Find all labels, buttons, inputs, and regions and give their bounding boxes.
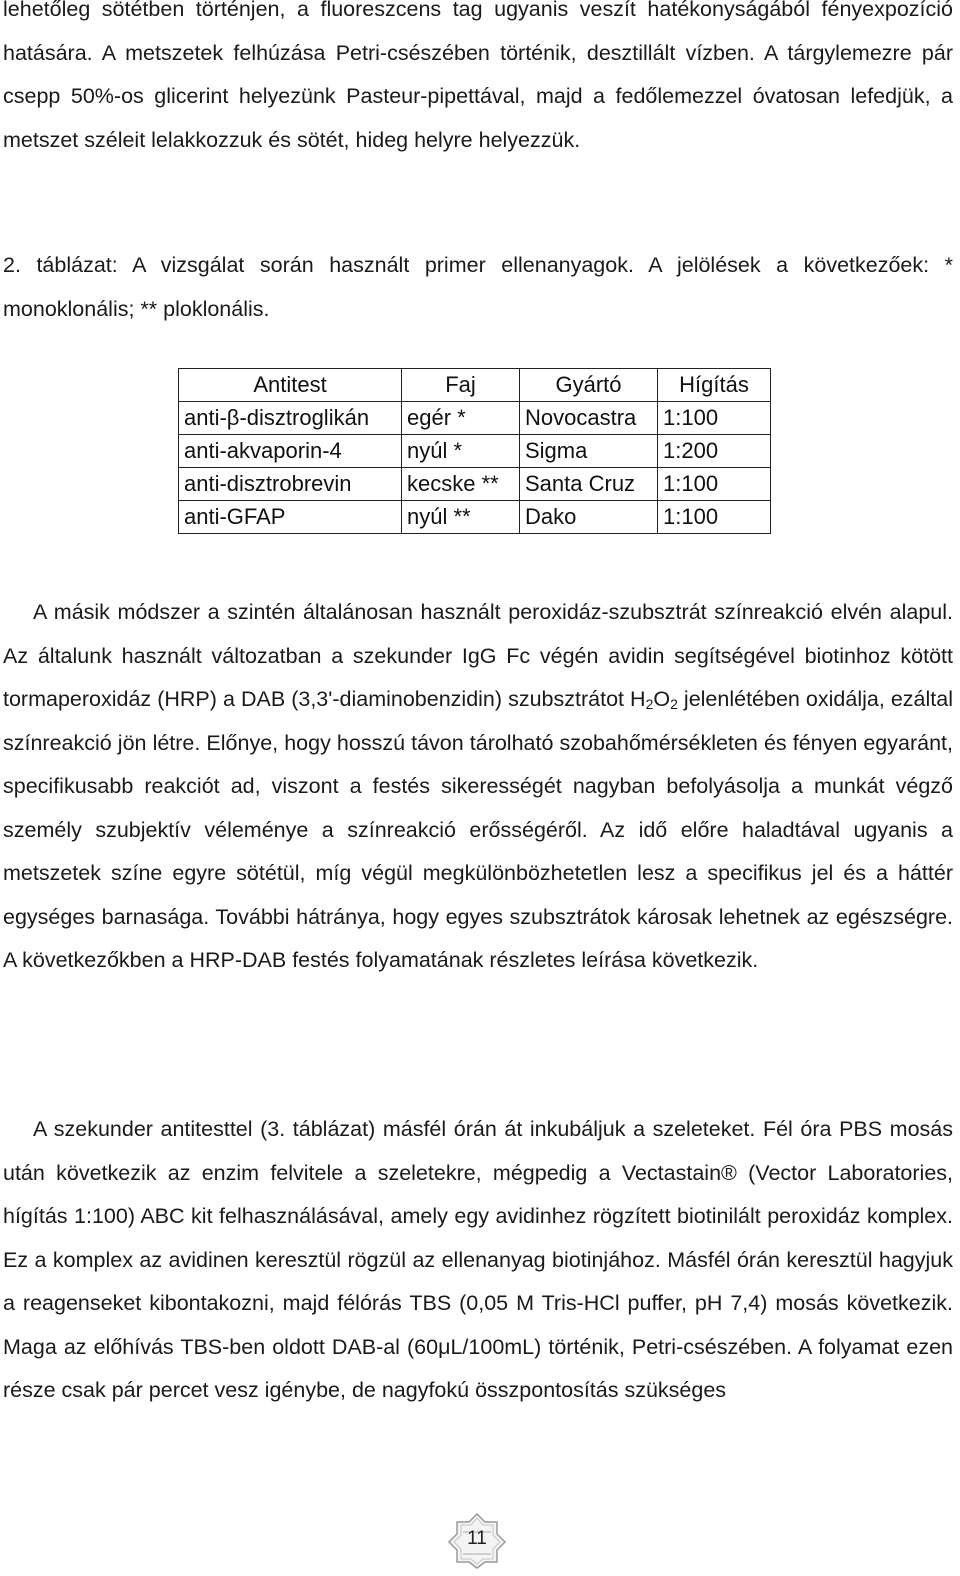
cell-dilution: 1:200 xyxy=(658,435,771,468)
header-higitas: Hígítás xyxy=(658,369,771,402)
cell-manufacturer: Sigma xyxy=(520,435,658,468)
page-number: 11 xyxy=(467,1528,487,1549)
subscript: 2 xyxy=(670,696,678,712)
cell-dilution: 1:100 xyxy=(658,501,771,534)
header-gyarto: Gyártó xyxy=(520,369,658,402)
header-antitest: Antitest xyxy=(179,369,402,402)
cell-manufacturer: Santa Cruz xyxy=(520,468,658,501)
cell-species: nyúl ** xyxy=(402,501,520,534)
paragraph-text: jelenlétében oxidálja, ezáltal színreakció jön létre. Előnye, hogy hosszú távon tárolható szobahőmérsékleten és fényen egyaránt, specifikusabb reakciót ad, viszont a festés sikerességét nagyban befolyásolja a munkát végző személy szubjektív véleménye a színreakció erősségéről. Az idő előre haladtával ugyanis a metszetek színe egyre sötétül, míg végül megkülönbözhetetlen lesz a specifikus jel és a háttér egységes barnasága. További hátránya, hogy egyes szubsztrátok károsak lehetnek az egészségre. A következőkben a HRP-DAB festés folyamatának részletes leírása következik. xyxy=(3,687,953,972)
cell-dilution: 1:100 xyxy=(658,402,771,435)
table-row xyxy=(179,435,771,468)
primary-antibody-table xyxy=(178,368,771,534)
cell-species: kecske ** xyxy=(402,468,520,501)
table-row xyxy=(179,501,771,534)
paragraph-text: A másik módszer a szintén általánosan használt peroxidáz-szubsztrát színreakció elvén alapul. Az általunk használt változatban a szekunder IgG Fc végén avidin segítségével biotinhoz kötött tormaperoxidáz (HRP) a DAB (3,3'-diaminobenzidin) szubsztrátot H xyxy=(3,600,953,711)
cell-species: egér * xyxy=(402,402,520,435)
paragraph-fluorescence-mounting: lehetőleg sötétben történjen, a fluoreszcens tag ugyanis veszít hatékonyságából fényexpozíció hatására. A metszetek felhúzása Petri-csészében történik, desztillált vízben. A tárgylemezre pár csepp 50%-os glicerint helyezünk Pasteur-pipettával, majd a fedőlemezzel óvatosan lefedjük, a metszet széleit lelakkozzuk és sötét, hideg helyre helyezzük. xyxy=(3,0,953,152)
header-faj: Faj xyxy=(402,369,520,402)
subscript: 2 xyxy=(645,696,654,712)
cell-manufacturer: Novocastra xyxy=(520,402,658,435)
cell-manufacturer: Dako xyxy=(520,501,658,534)
page-number-badge xyxy=(445,1512,509,1570)
cell-antibody: anti-disztrobrevin xyxy=(179,468,402,501)
paragraph-peroxidase-method xyxy=(3,591,953,983)
table-caption: 2. táblázat: A vizsgálat során használt primer ellenanyagok. A jelölések a következőek: * monoklonális; ** ploklonális. xyxy=(3,253,953,321)
table-row xyxy=(179,402,771,435)
paragraph-secondary-antibody: A szekunder antitesttel (3. táblázat) másfél órán át inkubáljuk a szeleteket. Fél óra PBS mosás után következik az enzim felvitele a szeletekre, mégpedig a Vectastain® (Vector Laboratories, hígítás 1:100) ABC kit felhasználásával, amely egy avidinhez rögzített biotinilált peroxidáz komplex. Ez a komplex az avidinen keresztül rögzül az ellenanyag biotinjához. Másfél órán keresztül hagyjuk a reagenseket kibontakozni, majd félórás TBS (0,05 M Tris-HCl puffer, pH 7,4) mosás következik. Maga az előhívás TBS-ben oldott DAB-al (60μL/100mL) történik, Petri-csészében. A folyamat ezen része csak pár percet vesz igénybe, de nagyfokú összpontosítás szükséges xyxy=(3,1117,953,1402)
cell-antibody: anti-akvaporin-4 xyxy=(179,435,402,468)
cell-antibody: anti-β-disztroglikán xyxy=(179,402,402,435)
cell-dilution: 1:100 xyxy=(658,468,771,501)
paragraph-text: O xyxy=(653,687,671,711)
cell-antibody: anti-GFAP xyxy=(179,501,402,534)
table-header-row xyxy=(179,369,771,402)
table-row xyxy=(179,468,771,501)
cell-species: nyúl * xyxy=(402,435,520,468)
